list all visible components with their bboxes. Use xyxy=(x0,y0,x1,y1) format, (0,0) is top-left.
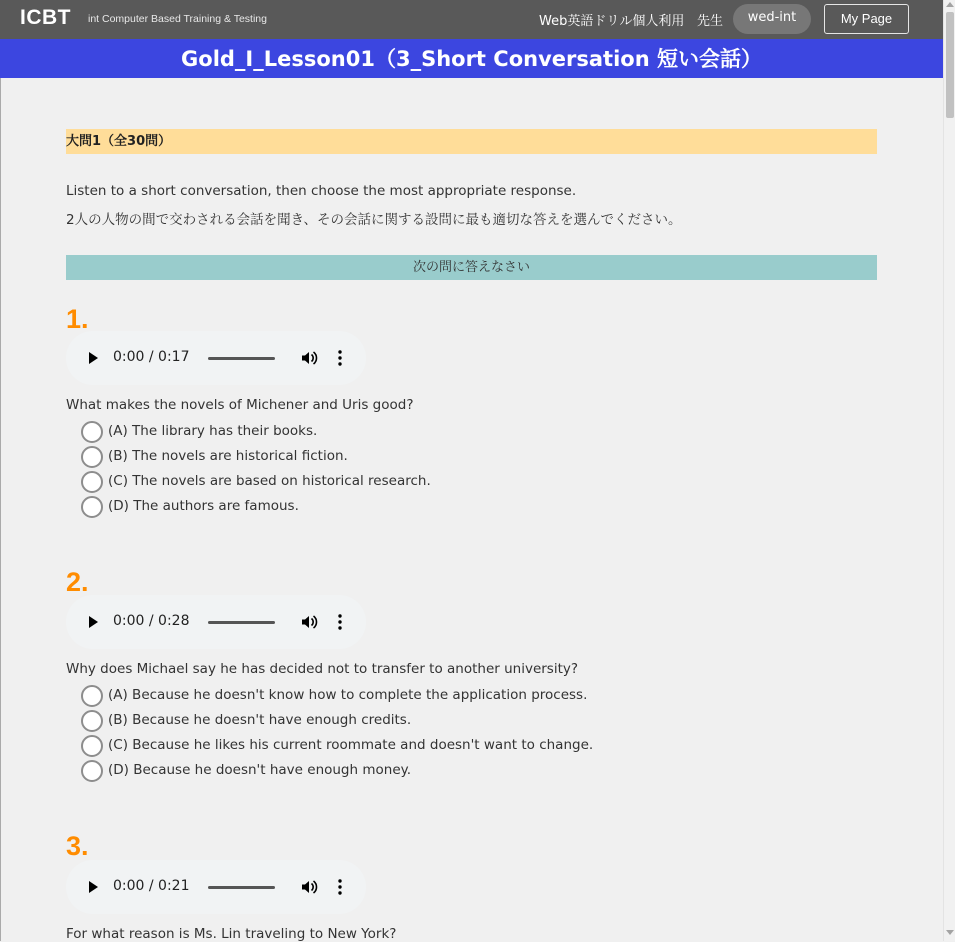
option-label[interactable]: (C) Because he likes his current roommate and doesn't want to change. xyxy=(108,737,594,753)
audio-seek-bar[interactable] xyxy=(208,621,275,624)
audio-time: 0:00 / 0:17 xyxy=(113,349,190,365)
question-number: 2. xyxy=(66,567,89,597)
audio-player[interactable] xyxy=(66,331,366,385)
instruction-en: Listen to a short conversation, then choose the most appropriate response. xyxy=(66,183,577,199)
more-vert-icon[interactable] xyxy=(338,613,342,631)
scrollbar[interactable] xyxy=(943,0,955,941)
user-pill[interactable]: wed-int xyxy=(733,4,811,34)
instruction-ja: 2人の人物の間で交わされる会話を聞き、その会話に関する設問に最も適切な答えを選んでください。 xyxy=(66,212,682,228)
option-label[interactable]: (D) The authors are famous. xyxy=(108,498,299,514)
option-label[interactable]: (D) Because he doesn't have enough money. xyxy=(108,762,411,778)
section-heading: 大問1（全30問） xyxy=(66,129,877,154)
radio-button[interactable] xyxy=(81,496,103,518)
more-vert-icon[interactable] xyxy=(338,878,342,896)
question-text: What makes the novels of Michener and Uris good? xyxy=(66,397,414,413)
scroll-down-icon[interactable] xyxy=(946,930,954,935)
my-page-button[interactable]: My Page xyxy=(824,4,909,34)
more-vert-icon[interactable] xyxy=(338,349,342,367)
question-text: Why does Michael say he has decided not to transfer to another university? xyxy=(66,661,579,677)
option-label[interactable]: (A) Because he doesn't know how to complete the application process. xyxy=(108,687,588,703)
radio-button[interactable] xyxy=(81,421,103,443)
play-icon[interactable] xyxy=(89,881,98,893)
scroll-up-icon[interactable] xyxy=(946,2,954,7)
left-border xyxy=(0,78,1,941)
audio-seek-bar[interactable] xyxy=(208,357,275,360)
option-label[interactable]: (A) The library has their books. xyxy=(108,423,318,439)
top-bar xyxy=(0,0,943,39)
page-title: Gold_I_Lesson01（3_Short Conversation 短い会話） xyxy=(0,39,943,78)
site-label: Web英語ドリル個人利用 xyxy=(539,14,685,29)
scroll-thumb[interactable] xyxy=(946,12,954,118)
logo: ICBT xyxy=(20,6,71,29)
role-label: 先生 xyxy=(697,14,724,29)
radio-button[interactable] xyxy=(81,760,103,782)
radio-button[interactable] xyxy=(81,685,103,707)
audio-player[interactable] xyxy=(66,860,366,914)
volume-icon[interactable] xyxy=(300,878,318,896)
audio-time: 0:00 / 0:28 xyxy=(113,613,190,629)
option-label[interactable]: (C) The novels are based on historical research. xyxy=(108,473,431,489)
radio-button[interactable] xyxy=(81,735,103,757)
volume-icon[interactable] xyxy=(300,349,318,367)
subheading: 次の問に答えなさい xyxy=(66,255,877,280)
question-number: 1. xyxy=(66,304,89,334)
volume-icon[interactable] xyxy=(300,613,318,631)
question-number: 3. xyxy=(66,831,89,861)
option-label[interactable]: (B) The novels are historical fiction. xyxy=(108,448,348,464)
audio-seek-bar[interactable] xyxy=(208,886,275,889)
audio-player[interactable] xyxy=(66,595,366,649)
radio-button[interactable] xyxy=(81,471,103,493)
play-icon[interactable] xyxy=(89,352,98,364)
radio-button[interactable] xyxy=(81,446,103,468)
question-text: For what reason is Ms. Lin traveling to New York? xyxy=(66,926,397,942)
option-label[interactable]: (B) Because he doesn't have enough credits. xyxy=(108,712,412,728)
tagline: int Computer Based Training & Testing xyxy=(88,13,267,25)
play-icon[interactable] xyxy=(89,616,98,628)
audio-time: 0:00 / 0:21 xyxy=(113,878,190,894)
radio-button[interactable] xyxy=(81,710,103,732)
